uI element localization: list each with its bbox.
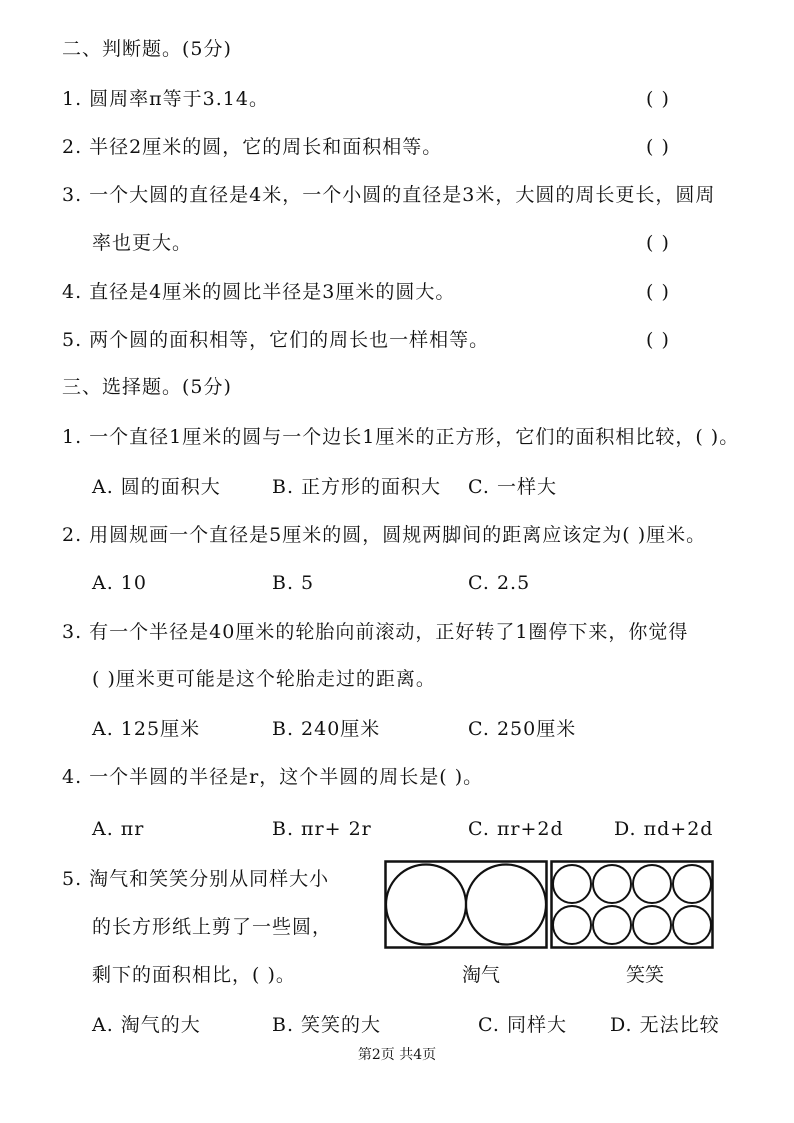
judge-answer-blank-4[interactable]: ( ) <box>646 281 670 303</box>
judge-answer-blank-3[interactable]: ( ) <box>646 232 670 254</box>
choice-q2-option-c: C. 2.5 <box>468 572 531 594</box>
page-number-footer: 第2页 共4页 <box>357 1047 437 1063</box>
choice-q3-option-a: A. 125厘米 <box>92 718 201 740</box>
judge-question-5: 5. 两个圆的面积相等，它们的周长也一样相等。 <box>62 329 490 351</box>
judge-answer-blank-1[interactable]: ( ) <box>646 88 670 110</box>
judge-question-3-line-2: 率也更大。 <box>92 232 193 254</box>
xiaoxiao-figure-label: 笑笑 <box>626 964 665 986</box>
choice-q4-option-b: B. πr+ 2r <box>272 818 372 840</box>
choice-question-5-line-1: 5. 淘气和笑笑分别从同样大小 <box>62 868 330 890</box>
choice-question-1: 1. 一个直径1厘米的圆与一个边长1厘米的正方形，它们的面积相比较，( )。 <box>62 426 740 448</box>
choice-question-3-line-1: 3. 有一个半径是40厘米的轮胎向前滚动，正好转了1圈停下来，你觉得 <box>62 621 689 643</box>
judge-answer-blank-5[interactable]: ( ) <box>646 329 670 351</box>
judge-answer-blank-2[interactable]: ( ) <box>646 136 670 158</box>
judge-question-1: 1. 圆周率π等于3.14。 <box>62 88 269 110</box>
choice-question-5-line-3: 剩下的面积相比，( )。 <box>92 964 296 986</box>
judge-question-3-line-1: 3. 一个大圆的直径是4米，一个小圆的直径是3米，大圆的周长更长，圆周 <box>62 184 716 206</box>
choice-question-2: 2. 用圆规画一个直径是5厘米的圆，圆规两脚间的距离应该定为( )厘米。 <box>62 524 707 546</box>
choice-q1-option-c: C. 一样大 <box>468 476 557 498</box>
choice-q5-option-d: D. 无法比较 <box>610 1014 720 1036</box>
choice-question-5-line-2: 的长方形纸上剪了一些圆， <box>92 916 333 938</box>
choice-q5-option-c: C. 同样大 <box>478 1014 567 1036</box>
judge-question-4: 4. 直径是4厘米的圆比半径是3厘米的圆大。 <box>62 281 456 303</box>
choice-q1-option-a: A. 圆的面积大 <box>92 476 221 498</box>
choice-q2-option-b: B. 5 <box>272 572 315 594</box>
xiaoxiao-rectangle-figure <box>550 860 714 950</box>
choice-q1-option-b: B. 正方形的面积大 <box>272 476 442 498</box>
choice-q4-option-a: A. πr <box>92 818 145 840</box>
choice-q5-option-a: A. 淘气的大 <box>92 1014 201 1036</box>
choice-q4-option-c: C. πr+2d <box>468 818 564 840</box>
taoqi-rectangle-figure <box>384 860 548 950</box>
choice-q2-option-a: A. 10 <box>92 572 147 594</box>
choice-q3-option-c: C. 250厘米 <box>468 718 577 740</box>
choice-q4-option-d: D. πd+2d <box>614 818 714 840</box>
choice-q3-option-b: B. 240厘米 <box>272 718 381 740</box>
taoqi-figure-label: 淘气 <box>462 964 501 986</box>
choice-question-3-line-2: ( )厘米更可能是这个轮胎走过的距离。 <box>92 668 436 690</box>
judge-question-2: 2. 半径2厘米的圆，它的周长和面积相等。 <box>62 136 443 158</box>
judge-section-heading: 二、判断题。(5分) <box>62 38 232 60</box>
choice-question-4: 4. 一个半圆的半径是r，这个半圆的周长是( )。 <box>62 766 484 788</box>
choice-section-heading: 三、选择题。(5分) <box>62 376 232 398</box>
choice-q5-option-b: B. 笑笑的大 <box>272 1014 382 1036</box>
